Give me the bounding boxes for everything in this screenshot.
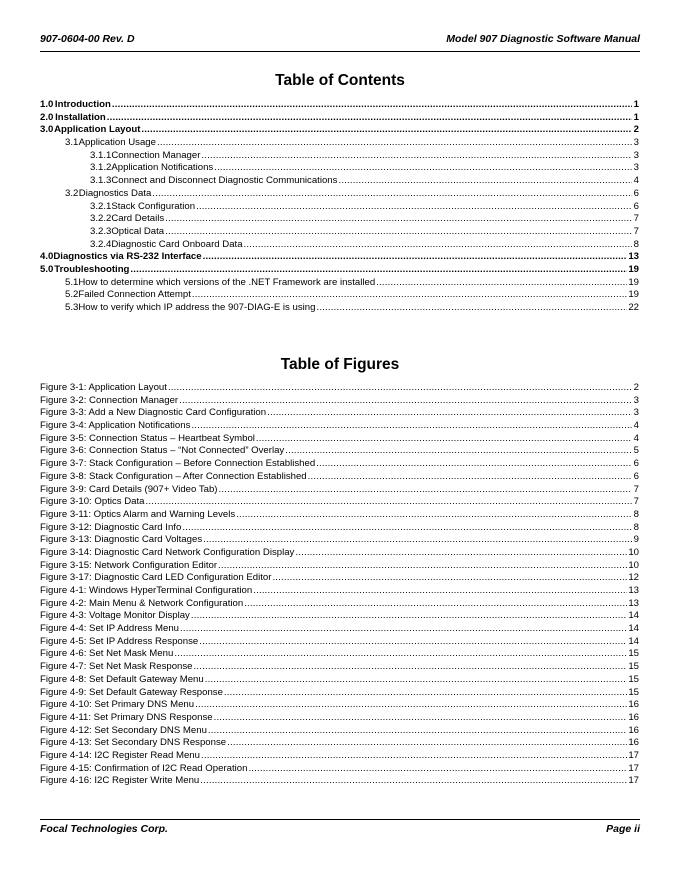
toc-entry-title: Diagnostic Card Onboard Data: [111, 238, 243, 250]
figure-entry-title: Figure 4-3: Voltage Monitor Display: [40, 610, 190, 622]
page-header: [40, 33, 640, 49]
figure-entry[interactable]: [40, 750, 639, 763]
figure-entry-page: 6: [633, 458, 639, 470]
footer-rule: [40, 819, 640, 820]
toc-entry[interactable]: [40, 302, 639, 315]
figure-entry-title: Figure 4-15: Confirmation of I2C Read Operation: [40, 762, 248, 774]
toc-entry-title: Failed Connection Attempt: [78, 289, 191, 301]
figure-entry-title: Figure 4-6: Set Net Mask Menu: [40, 648, 174, 660]
figure-entry-title: Figure 3-6: Connection Status – “Not Connected” Overlay: [40, 445, 285, 457]
figure-entry-page: 5: [633, 445, 639, 457]
dot-leader: [244, 598, 627, 611]
dot-leader: [205, 674, 628, 687]
figure-entry-title: Figure 4-13: Set Secondary DNS Response: [40, 737, 227, 749]
figure-entry-title: Figure 3-15: Network Configuration Editor: [40, 559, 218, 571]
figure-entry[interactable]: [40, 458, 639, 471]
toc-entry-page: 3: [633, 162, 639, 174]
toc-entry-page: 6: [633, 187, 639, 199]
figure-entry-page: 8: [633, 521, 639, 533]
toc-entry[interactable]: [40, 277, 639, 290]
dot-leader: [146, 496, 632, 509]
dot-leader: [256, 433, 632, 446]
toc-entry-page: 6: [633, 200, 639, 212]
figure-entry-title: Figure 3-12: Diagnostic Card Info: [40, 521, 182, 533]
dot-leader: [157, 137, 632, 150]
figure-entry-page: 13: [628, 585, 639, 596]
tof-list: [40, 382, 639, 788]
toc-entry-number: 3.2.4: [90, 238, 112, 250]
dot-leader: [199, 636, 627, 649]
figure-entry[interactable]: [40, 572, 639, 585]
dot-leader: [224, 687, 627, 700]
toc-entry-page: 1: [633, 99, 639, 110]
toc-entry-page: 3: [633, 137, 639, 149]
figure-entry-title: Figure 3-10: Optics Data: [40, 496, 145, 508]
figure-entry-page: 3: [633, 394, 639, 406]
dot-leader: [316, 302, 627, 315]
figure-entry[interactable]: [40, 661, 639, 674]
figure-entry-page: 15: [628, 648, 639, 660]
toc-entry-title: Application Usage: [78, 137, 156, 149]
figure-entry-title: Figure 3-14: Diagnostic Card Network Configuration Display: [40, 546, 295, 558]
figure-entry[interactable]: [40, 623, 639, 636]
figure-entry-title: Figure 3-3: Add a New Diagnostic Card Configuration: [40, 407, 267, 419]
toc-entry-page: 7: [633, 225, 639, 237]
dot-leader: [130, 264, 627, 277]
toc-entry-number: 3.1: [65, 137, 79, 149]
figure-entry-title: Figure 3-4: Application Notifications: [40, 420, 191, 432]
figure-entry-page: 12: [628, 572, 639, 584]
toc-entry-number: 2.0: [40, 111, 54, 123]
figure-entry[interactable]: [40, 509, 639, 522]
toc-entry[interactable]: [40, 112, 639, 125]
toc-entry[interactable]: [40, 175, 639, 188]
figure-entry[interactable]: [40, 534, 639, 547]
dot-leader: [285, 445, 632, 458]
dot-leader: [227, 737, 627, 750]
figure-entry-title: Figure 4-2: Main Menu & Network Configuration: [40, 597, 244, 609]
dot-leader: [165, 213, 632, 226]
toc-entry-title: How to verify which IP address the 907-DIAG-E is using: [78, 302, 316, 313]
figure-entry[interactable]: [40, 560, 639, 573]
dot-leader: [208, 725, 627, 738]
dot-leader: [174, 648, 627, 661]
figure-entry-title: Figure 4-5: Set IP Address Response: [40, 635, 199, 647]
toc-entry-number: 3.2: [65, 187, 79, 199]
toc-list: [40, 99, 639, 315]
figure-entry[interactable]: [40, 725, 639, 738]
dot-leader: [179, 395, 632, 408]
figure-entry-page: 3: [633, 407, 639, 419]
toc-entry-page: 8: [633, 238, 639, 250]
figure-entry-page: 4: [633, 420, 639, 432]
figure-entry-title: Figure 4-10: Set Primary DNS Menu: [40, 699, 195, 711]
toc-entry-title: Optical Data: [111, 225, 165, 237]
toc-entry-number: 4.0: [40, 251, 54, 263]
dot-leader: [267, 407, 632, 420]
figure-entry-title: Figure 3-7: Stack Configuration – Before Connection Established: [40, 458, 316, 470]
dot-leader: [182, 522, 632, 535]
dot-leader: [338, 175, 632, 188]
figure-entry-page: 15: [628, 686, 639, 698]
figure-entry-page: 17: [628, 775, 639, 787]
dot-leader: [107, 112, 632, 125]
figure-entry-page: 17: [628, 762, 639, 774]
toc-entry-title: How to determine which versions of the .NET Framework are installed: [78, 276, 376, 288]
figure-entry[interactable]: [40, 737, 639, 750]
dot-leader: [180, 623, 627, 636]
toc-entry-page: 19: [628, 263, 639, 275]
figure-entry-title: Figure 4-1: Windows HyperTerminal Configuration: [40, 585, 253, 596]
dot-leader: [214, 162, 632, 175]
page-footer: [40, 823, 640, 839]
dot-leader: [200, 775, 627, 788]
figure-entry-title: Figure 3-1: Application Layout: [40, 382, 167, 393]
company-name: Focal Technologies Corp.: [40, 823, 168, 835]
figure-entry-page: 17: [628, 749, 639, 761]
dot-leader: [376, 277, 627, 290]
figure-entry-page: 13: [628, 597, 639, 609]
figure-entry-page: 2: [633, 382, 639, 393]
toc-entry-title: Stack Configuration: [111, 200, 196, 212]
dot-leader: [195, 699, 627, 712]
figure-entry[interactable]: [40, 775, 639, 788]
tof-title: Table of Figures: [280, 356, 400, 373]
figure-entry-page: 16: [628, 724, 639, 736]
toc-entry-number: 3.2.2: [90, 213, 112, 225]
figure-entry-title: Figure 3-2: Connection Manager: [40, 394, 179, 406]
figure-entry[interactable]: [40, 496, 639, 509]
toc-entry-title: Application Layout: [54, 124, 141, 136]
dot-leader: [191, 610, 627, 623]
toc-entry[interactable]: [40, 226, 639, 239]
toc-entry-number: 3.0: [40, 124, 54, 136]
figure-entry-title: Figure 4-7: Set Net Mask Response: [40, 661, 193, 673]
figure-entry[interactable]: [40, 636, 639, 649]
toc-entry-number: 5.1: [65, 276, 79, 288]
dot-leader: [214, 712, 628, 725]
figure-entry-page: 10: [628, 559, 639, 571]
dot-leader: [168, 382, 632, 395]
dot-leader: [201, 150, 632, 163]
figure-entry[interactable]: [40, 445, 639, 458]
toc-entry-number: 3.2.3: [90, 225, 112, 237]
toc-entry-title: Diagnostics Data: [78, 187, 152, 199]
dot-leader: [248, 763, 627, 776]
dot-leader: [152, 188, 632, 201]
figure-entry-title: Figure 4-16: I2C Register Write Menu: [40, 775, 200, 787]
dot-leader: [316, 458, 632, 471]
dot-leader: [194, 661, 628, 674]
dot-leader: [165, 226, 632, 239]
toc-entry-page: 22: [628, 302, 639, 313]
figure-entry[interactable]: [40, 699, 639, 712]
figure-entry-title: Figure 4-14: I2C Register Read Menu: [40, 749, 200, 761]
figure-entry[interactable]: [40, 395, 639, 408]
figure-entry[interactable]: [40, 433, 639, 446]
figure-entry-page: 16: [628, 699, 639, 711]
dot-leader: [201, 750, 627, 763]
toc-entry-number: 3.1.3: [90, 175, 112, 187]
toc-entry[interactable]: [40, 289, 639, 302]
toc-entry-title: Troubleshooting: [54, 263, 130, 275]
figure-entry-title: Figure 4-11: Set Primary DNS Response: [40, 711, 213, 723]
toc-entry[interactable]: [40, 99, 639, 112]
toc-entry-page: 3: [633, 149, 639, 161]
dot-leader: [253, 585, 627, 598]
figure-entry-page: 14: [628, 610, 639, 622]
toc-entry[interactable]: [40, 201, 639, 214]
figure-entry[interactable]: [40, 522, 639, 535]
dot-leader: [244, 239, 632, 252]
figure-entry-page: 4: [633, 432, 639, 444]
figure-entry-page: 7: [633, 496, 639, 508]
toc-entry-page: 19: [628, 289, 639, 301]
figure-entry-title: Figure 3-8: Stack Configuration – After Connection Established: [40, 470, 307, 482]
toc-entry[interactable]: [40, 239, 639, 252]
toc-entry-number: 5.0: [40, 263, 54, 275]
figure-entry[interactable]: [40, 471, 639, 484]
figure-entry[interactable]: [40, 610, 639, 623]
toc-entry-number: 5.2: [65, 289, 79, 301]
toc-entry-page: 4: [633, 175, 639, 187]
figure-entry-title: Figure 4-8: Set Default Gateway Menu: [40, 673, 204, 685]
toc-title: Table of Contents: [275, 72, 405, 89]
toc-entry-title: Card Details: [111, 213, 165, 225]
figure-entry-title: Figure 4-9: Set Default Gateway Response: [40, 686, 223, 698]
figure-entry-title: Figure 4-4: Set IP Address Menu: [40, 623, 180, 635]
figure-entry-page: 16: [628, 711, 639, 723]
figure-entry[interactable]: [40, 420, 639, 433]
dot-leader: [203, 534, 632, 547]
toc-entry-number: 3.2.1: [90, 200, 112, 212]
figure-entry-title: Figure 3-17: Diagnostic Card LED Configuration Editor: [40, 572, 272, 584]
figure-entry-title: Figure 3-9: Card Details (907+ Video Tab): [40, 483, 218, 495]
figure-entry-title: Figure 3-13: Diagnostic Card Voltages: [40, 534, 203, 546]
toc-entry-title: Diagnostics via RS-232 Interface: [53, 251, 202, 263]
dot-leader: [196, 201, 632, 214]
figure-entry[interactable]: [40, 674, 639, 687]
figure-entry[interactable]: [40, 484, 639, 497]
dot-leader: [295, 547, 627, 560]
figure-entry-page: 10: [628, 546, 639, 558]
toc-entry-page: 13: [628, 251, 639, 263]
figure-entry-page: 15: [628, 661, 639, 673]
figure-entry[interactable]: [40, 763, 639, 776]
figure-entry[interactable]: [40, 712, 639, 725]
toc-entry-number: 3.1.1: [90, 149, 112, 161]
dot-leader: [112, 99, 632, 112]
toc-entry[interactable]: [40, 188, 639, 201]
figure-entry-page: 16: [628, 737, 639, 749]
toc-entry-title: Connect and Disconnect Diagnostic Communications: [111, 175, 338, 187]
figure-entry-page: 6: [633, 470, 639, 482]
figure-entry-page: 8: [633, 508, 639, 520]
toc-entry[interactable]: [40, 251, 639, 264]
figure-entry[interactable]: [40, 547, 639, 560]
dot-leader: [272, 572, 627, 585]
dot-leader: [236, 509, 632, 522]
figure-entry-title: Figure 3-11: Optics Alarm and Warning Levels: [40, 508, 236, 520]
figure-entry-title: Figure 3-5: Connection Status – Heartbeat Symbol: [40, 432, 255, 444]
figure-entry[interactable]: [40, 585, 639, 598]
dot-leader: [218, 560, 627, 573]
dot-leader: [219, 484, 633, 497]
toc-entry-number: 5.3: [65, 302, 79, 313]
dot-leader: [191, 420, 632, 433]
toc-entry-page: 19: [628, 276, 639, 288]
document-title: Model 907 Diagnostic Software Manual: [446, 33, 640, 45]
figure-entry-page: 14: [628, 623, 639, 635]
toc-entry-page: 1: [633, 111, 639, 123]
toc-entry-page: 7: [633, 213, 639, 225]
toc-entry-page: 2: [633, 124, 639, 136]
toc-entry-title: Application Notifications: [111, 162, 214, 174]
toc-entry[interactable]: [40, 162, 639, 175]
figure-entry-page: 14: [628, 635, 639, 647]
toc-entry-title: Introduction: [54, 99, 111, 110]
figure-entry[interactable]: [40, 598, 639, 611]
toc-entry[interactable]: [40, 264, 639, 277]
figure-entry[interactable]: [40, 382, 639, 395]
figure-entry[interactable]: [40, 687, 639, 700]
toc-entry[interactable]: [40, 213, 639, 226]
toc-entry-number: 1.0: [40, 99, 54, 110]
toc-entry[interactable]: [40, 137, 639, 150]
figure-entry-page: 15: [628, 673, 639, 685]
figure-entry-page: 7: [633, 483, 639, 495]
dot-leader: [192, 289, 627, 302]
dot-leader: [203, 251, 628, 264]
toc-entry[interactable]: [40, 150, 639, 163]
toc-entry-title: Installation: [55, 111, 106, 123]
dot-leader: [141, 124, 632, 137]
figure-entry-page: 9: [633, 534, 639, 546]
dot-leader: [308, 471, 632, 484]
header-rule: [40, 51, 640, 52]
document-number: 907-0604-00 Rev. D: [40, 33, 135, 45]
toc-entry-number: 3.1.2: [90, 162, 112, 174]
figure-entry[interactable]: [40, 407, 639, 420]
figure-entry-title: Figure 4-12: Set Secondary DNS Menu: [40, 724, 207, 736]
page-number: Page ii: [606, 823, 640, 835]
figure-entry[interactable]: [40, 648, 639, 661]
toc-entry[interactable]: [40, 124, 639, 137]
toc-entry-title: Connection Manager: [111, 149, 201, 161]
